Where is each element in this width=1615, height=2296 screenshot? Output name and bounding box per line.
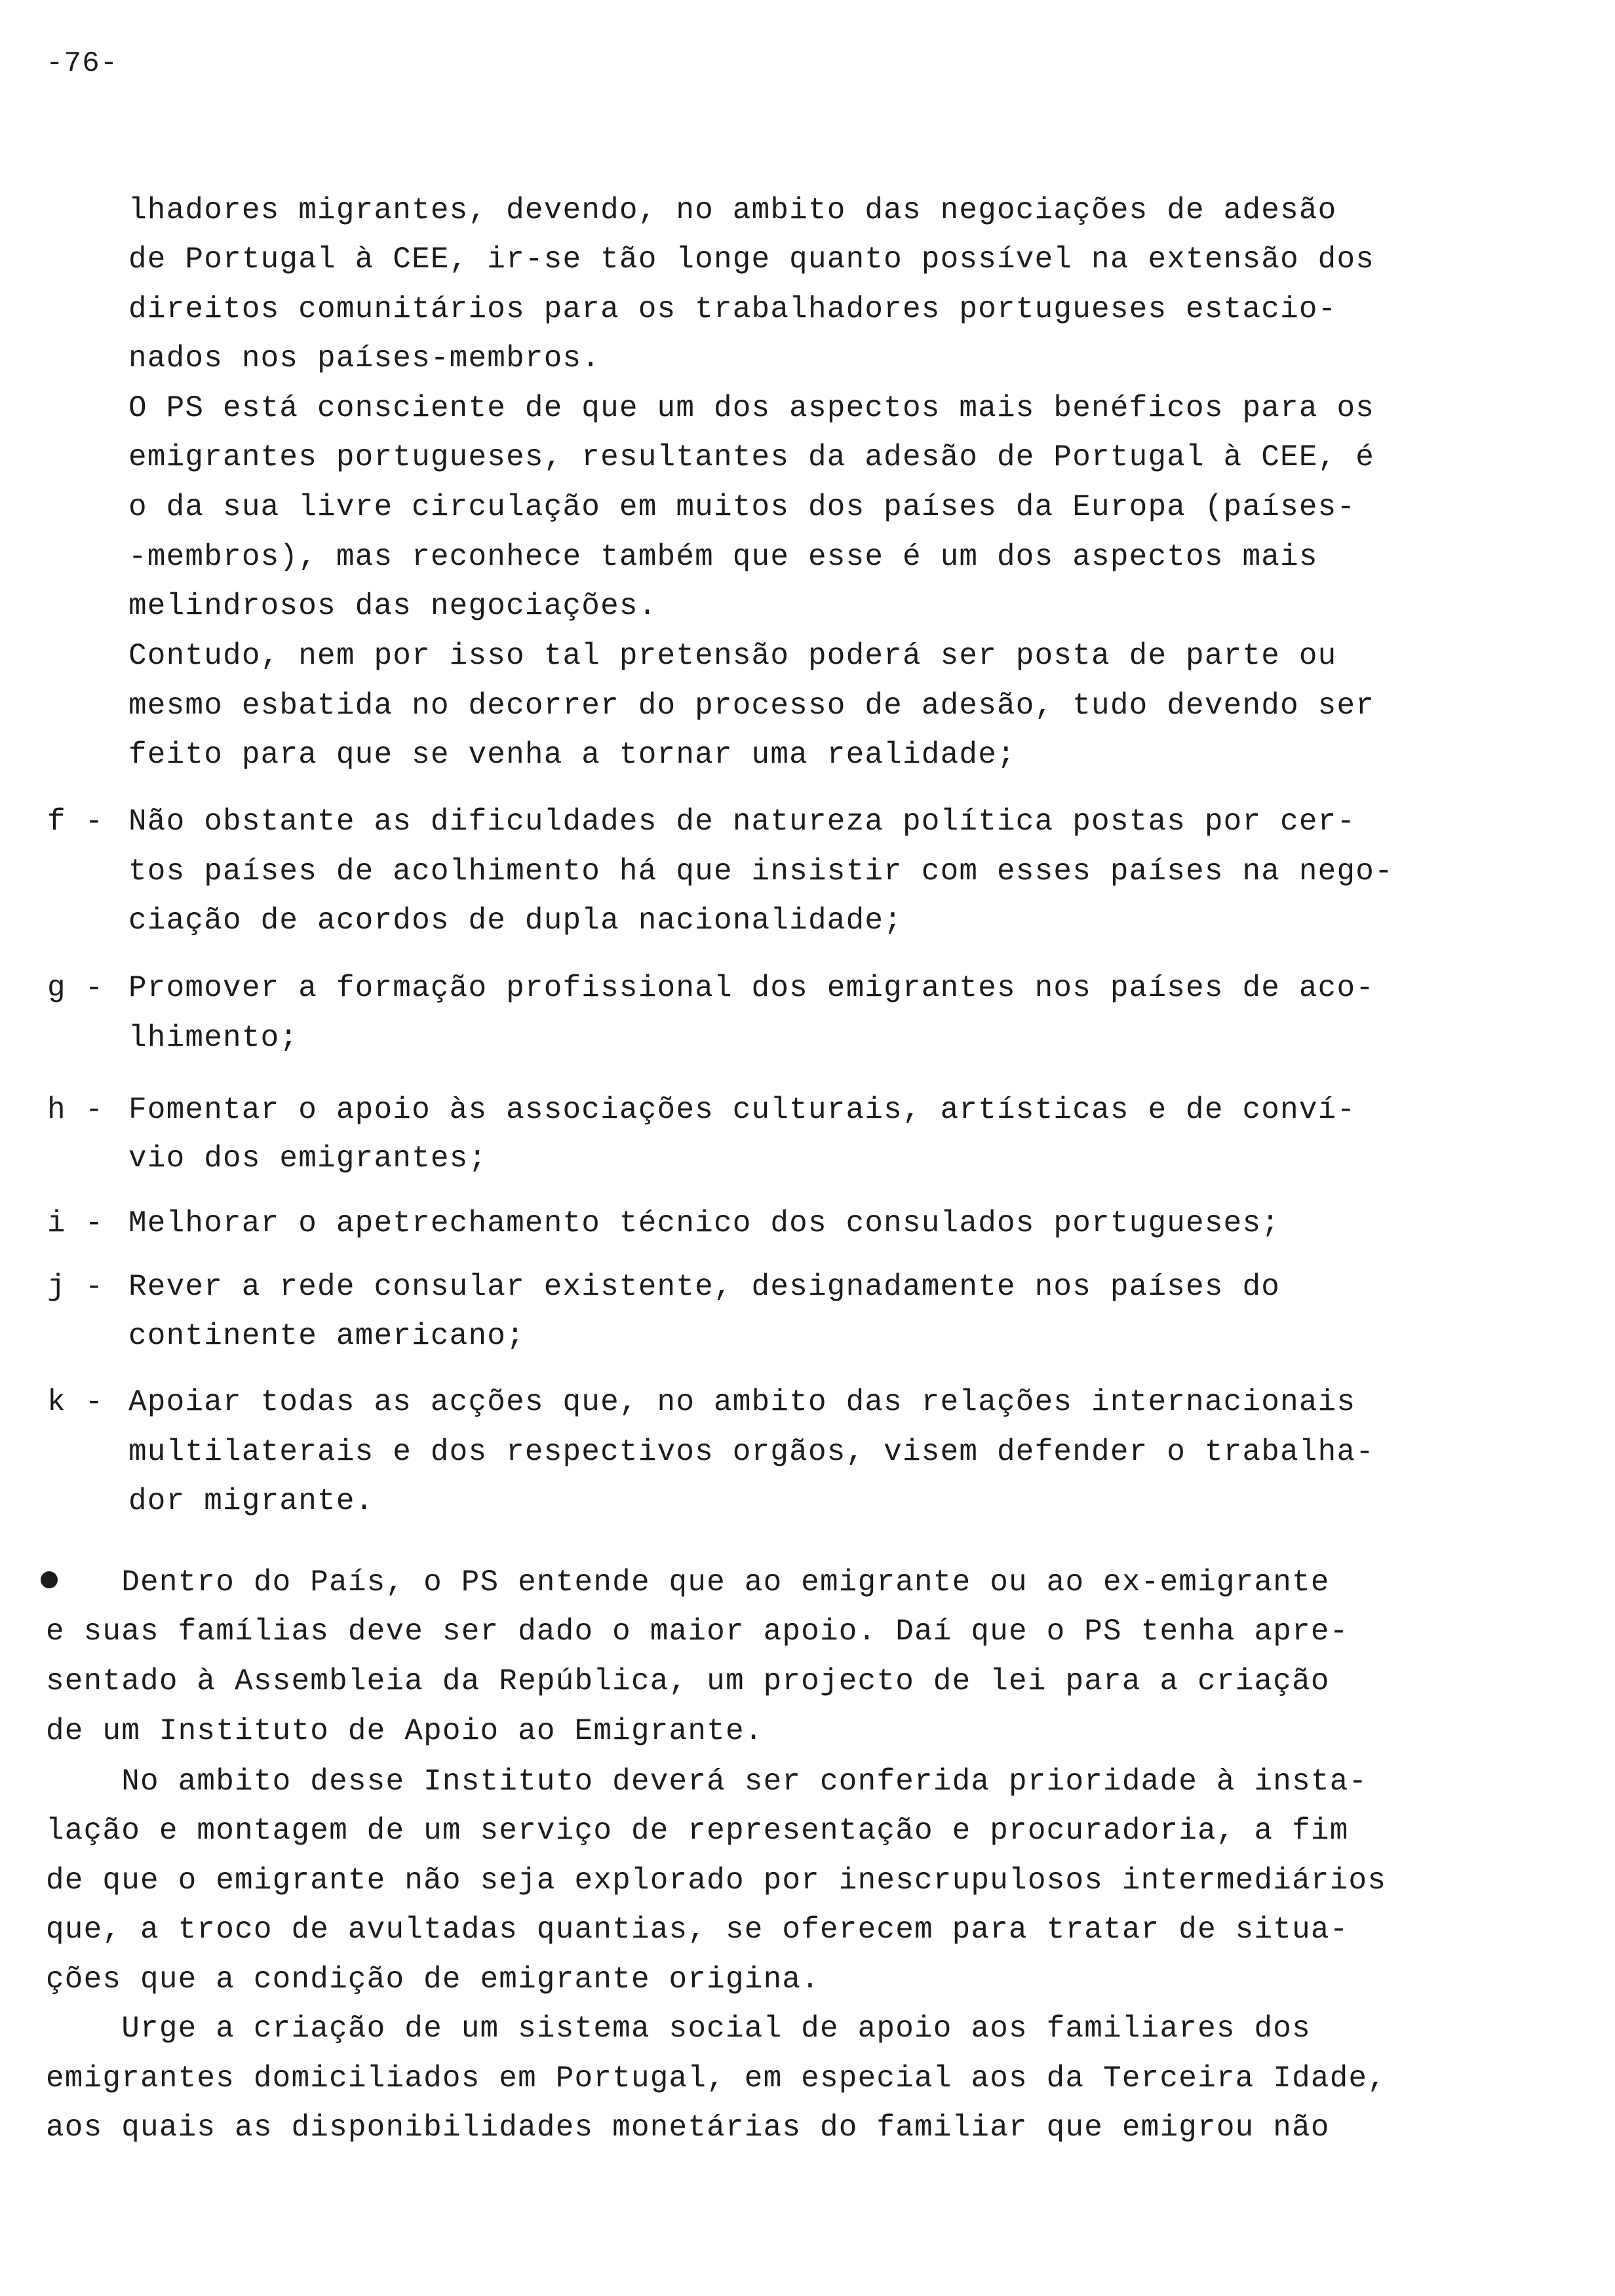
text-line: ciação de acordos de dupla nacionalidade; [128,904,903,938]
text-line: mesmo esbatida no decorrer do processo de adesão, tudo devendo ser [128,689,1375,723]
text-line: vio dos emigrantes; [128,1141,488,1176]
text-line: -membros), mas reconhece também que esse é um dos aspectos mais [128,540,1318,574]
text-line: feito para que se venha a tornar uma realidade; [128,738,1016,772]
text-line: emigrantes portugueses, resultantes da adesão de Portugal à CEE, é [128,440,1375,474]
text-line: Promover a formação profissional dos emigrantes nos países de aco- [128,971,1375,1005]
text-line: lhimento; [128,1021,299,1055]
text-line: o da sua livre circulação em muitos dos países da Europa (países- [128,490,1356,524]
text-line: ções que a condição de emigrante origina. [46,1962,820,1997]
text-line: No ambito desse Instituto deverá ser conferida prioridade à insta- [46,1765,1368,1799]
text-line: tos países de acolhimento há que insistir com esses países na nego- [128,854,1393,889]
text-line: Contudo, nem por isso tal pretensão poderá ser posta de parte ou [128,639,1337,673]
text-line: melindrosos das negociações. [128,589,657,623]
text-line: que, a troco de avultadas quantias, se oferecem para tratar de situa- [46,1913,1349,1947]
text-line: Não obstante as dificuldades de natureza política postas por cer- [128,805,1356,839]
text-line: lhadores migrantes, devendo, no ambito das negociações de adesão [128,193,1337,227]
text-line: multilaterais e dos respectivos orgãos, visem defender o trabalha- [128,1435,1375,1469]
list-item-label: i - [47,1206,104,1240]
text-line: emigrantes domiciliados em Portugal, em especial aos da Terceira Idade, [46,2061,1387,2095]
text-line: e suas famílias deve ser dado o maior apoio. Daí que o PS tenha apre- [46,1615,1349,1649]
list-item-label: g - [47,971,104,1005]
text-line: continente americano; [128,1319,525,1353]
text-line: lação e montagem de um serviço de representação e procuradoria, a fim [46,1814,1349,1848]
text-line: direitos comunitários para os trabalhadores portugueses estacio- [128,292,1337,326]
page-number: -76- [46,47,119,80]
text-line: O PS está consciente de que um dos aspectos mais benéficos para os [128,391,1375,425]
text-line: Apoiar todas as acções que, no ambito das relações internacionais [128,1385,1356,1419]
text-line: Melhorar o apetrechamento técnico dos consulados portugueses; [128,1206,1281,1240]
text-line: nados nos países-membros. [128,341,601,375]
list-item-label: h - [47,1093,104,1127]
text-line: aos quais as disponibilidades monetárias do familiar que emigrou não [46,2111,1330,2145]
text-line: dor migrante. [128,1484,374,1518]
text-line: de que o emigrante não seja explorado por inescrupulosos intermediários [46,1864,1387,1898]
text-line: de Portugal à CEE, ir-se tão longe quanto possível na extensão dos [128,242,1375,277]
text-line: Dentro do País, o PS entende que ao emigrante ou ao ex-emigrante [46,1565,1330,1599]
list-item-label: k - [47,1385,104,1419]
text-line: Fomentar o apoio às associações culturais, artísticas e de conví- [128,1093,1356,1127]
text-line: Urge a criação de um sistema social de apoio aos familiares dos [46,2012,1311,2046]
text-line: de um Instituto de Apoio ao Emigrante. [46,1714,764,1748]
list-item-label: f - [47,805,104,839]
text-line: Rever a rede consular existente, designadamente nos países do [128,1270,1281,1304]
list-item-label: j - [47,1270,104,1304]
text-line: sentado à Assembleia da República, um projecto de lei para a criação [46,1664,1330,1698]
